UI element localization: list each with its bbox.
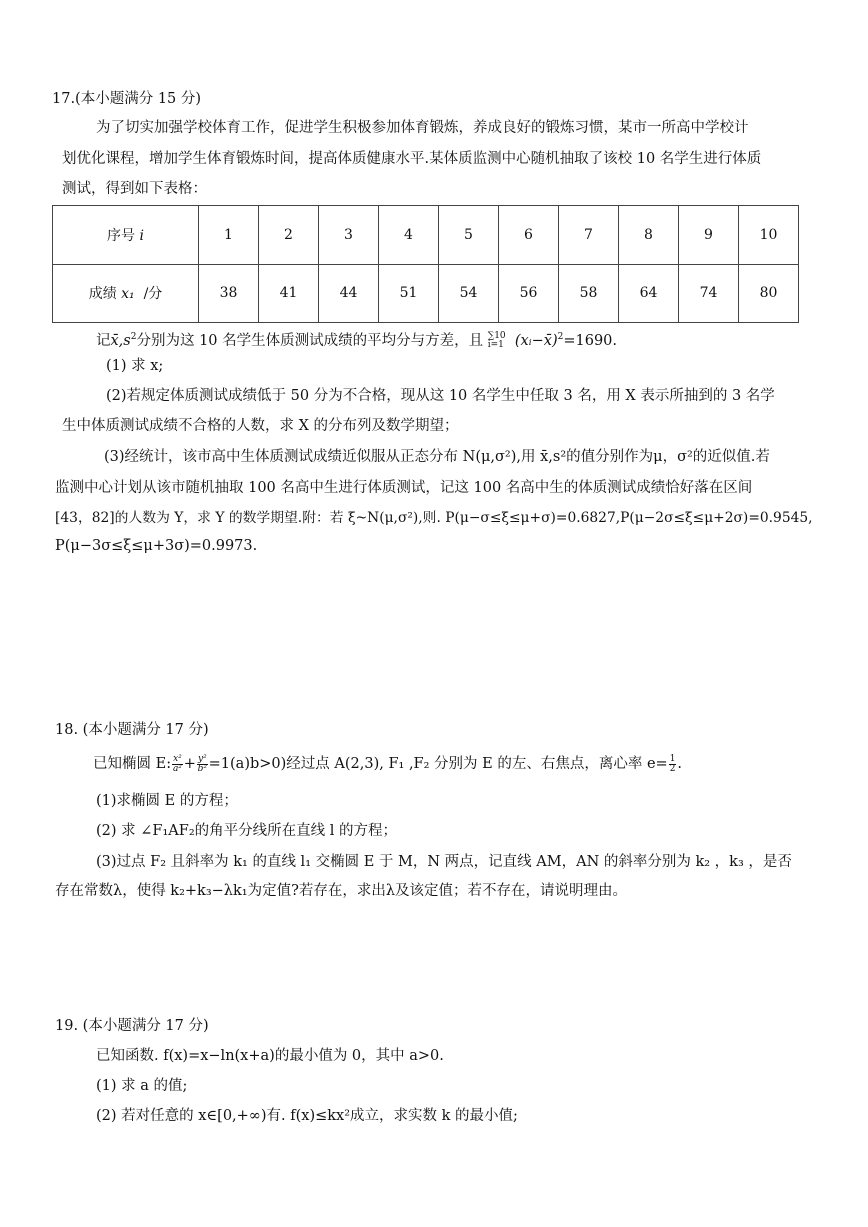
table-cell: 2 [259,206,319,265]
table-cell: 44 [319,264,379,323]
q17-intro-line1: 为了切实加强学校体育工作，促进学生积极参加体育锻炼，养成良好的锻炼习惯，某市一所高中学校计 [96,120,749,136]
table-row [53,264,799,323]
row-header-score: 成绩 x₁ /分 [53,264,199,323]
table-cell: 9 [679,206,739,265]
q17-part2-line2: 生中体质测试成绩不合格的人数，求 X 的分布列及数学期望； [62,418,459,434]
fraction-x2-a2: $\frac{\text{x²}}{\text{a²}}$ [172,753,182,774]
q17-part3-line1: (3)经统计，该市高中生体质测试成绩近似服从正态分布 N(μ,σ²),用 x̄,s²的值分别作为μ，σ²的近似值.若 [104,449,770,465]
row-header-index: 序号 i [53,206,199,265]
table-cell: 51 [379,264,439,323]
q18-header: 18. (本小题满分 17 分) [55,722,209,738]
table-cell: 80 [739,264,799,323]
table-cell: 7 [559,206,619,265]
summation-symbol: ∑10 i=1 [487,330,506,350]
q17-part3-line4: P(μ−3σ≤ξ≤μ+3σ)=0.9973. [55,538,258,554]
table-cell: 58 [559,264,619,323]
score-table [52,205,799,323]
q19-part1: (1) 求 a 的值; [96,1078,188,1094]
table-cell: 8 [619,206,679,265]
fraction-eccentricity: $\frac{1}{2}$ [669,753,676,774]
table-cell: 10 [739,206,799,265]
q19-part2: (2) 若对任意的 x∈[0,+∞)有. f(x)≤kx²成立，求实数 k 的最小值; [96,1108,518,1124]
fraction-y2-b2: $\frac{\text{y²}}{\text{b²}}$ [197,753,207,774]
table-cell: 74 [679,264,739,323]
table-cell: 41 [259,264,319,323]
q18-part1: (1)求椭圆 E 的方程； [96,793,238,809]
table-cell: 1 [199,206,259,265]
table-cell: 4 [379,206,439,265]
table-cell: 64 [619,264,679,323]
q18-intro: 已知椭圆 E: $\frac{\text{x²}}{\text{a²}}$ + $\frac{\text{y²}}{\text{b²}}$ =1(a)b>0)经过点 A(2,3), F₁ ,F₂ 分别为 E 的左、右焦点，离心率 e= $\frac{1}{2}$ . [93,753,683,774]
q19-header: 19. (本小题满分 17 分) [55,1018,209,1034]
table-cell: 54 [439,264,499,323]
table-cell: 5 [439,206,499,265]
q17-intro-line3: 测试，得到如下表格： [62,181,207,197]
table-cell: 38 [199,264,259,323]
q17-part3-line3: [43，82]的人数为 Y，求 Y 的数学期望.附：若 ξ~N(μ,σ²),则. P(μ−σ≤ξ≤μ+σ)=0.6827,P(μ−2σ≤ξ≤μ+2σ)=0.9545, [55,510,813,526]
q17-part3-line2: 监测中心计划从该市随机抽取 100 名高中生进行体质测试，记这 100 名高中生的体质测试成绩恰好落在区间 [55,480,753,496]
table-cell: 56 [499,264,559,323]
q17-note: 记$x̄,s^2$分别为这 10 名学生体质测试成绩的平均分与方差，且 ∑10 i=1 (xᵢ−x̄)$^2$=1690. [96,330,618,350]
table-cell: 3 [319,206,379,265]
q17-intro-line2: 划优化课程，增加学生体育锻炼时间，提高体质健康水平.某体质监测中心随机抽取了该校 10 名学生进行体质 [62,151,762,167]
q17-part2-line1: (2)若规定体质测试成绩低于 50 分为不合格，现从这 10 名学生中任取 3 名，用 X 表示所抽到的 3 名学 [106,388,775,404]
q18-part3-line2: 存在常数λ，使得 k₂+k₃−λk₁为定值?若存在，求出λ及该定值；若不存在，请说明理由。 [55,883,628,899]
q19-intro: 已知函数. f(x)=x−ln(x+a)的最小值为 0，其中 a>0. [96,1048,444,1064]
table-row [53,206,799,265]
q18-part3-line1: (3)过点 F₂ 且斜率为 k₁ 的直线 l₁ 交椭圆 E 于 M，N 两点，记直线 AM，AN 的斜率分别为 k₂ ，k₃ ，是否 [96,854,792,870]
q17-header: 17.(本小题满分 15 分) [52,91,202,107]
q17-part1: (1) 求 x; [106,358,164,374]
table-cell: 6 [499,206,559,265]
q18-part2: (2) 求 ∠F₁AF₂的角平分线所在直线 l 的方程； [96,823,397,839]
